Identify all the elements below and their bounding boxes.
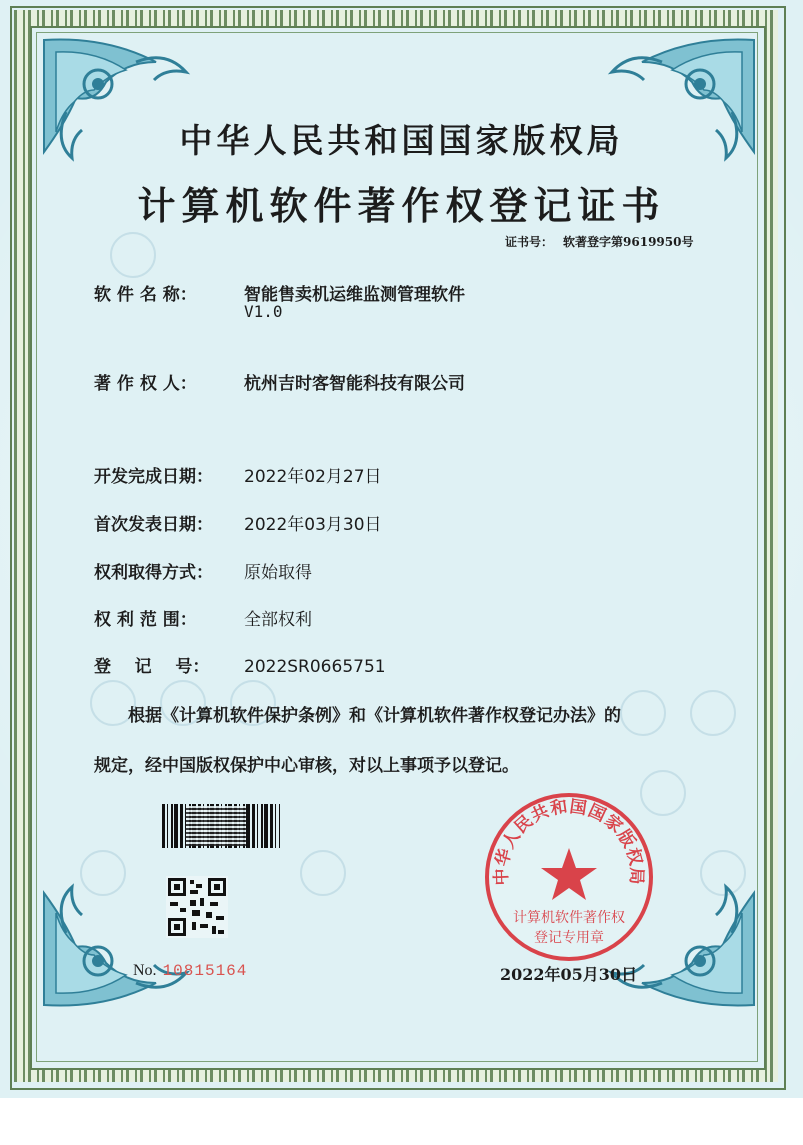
serial-number [133,962,247,980]
serial-label: No. [133,962,157,979]
field-label: 登 记 号： [94,657,210,677]
field-label: 权 利 范 围： [94,610,197,630]
watermark-icon [300,850,346,896]
field-label: 软 件 名 称： [94,285,197,305]
field-value: 2022年02月27日 [244,467,382,487]
field-value: 2022年03月30日 [244,515,382,535]
software-version: V1.0 [244,302,283,321]
field-completion-date [94,462,382,487]
certificate-number-value: 软著登字第9619950号 [563,235,694,249]
watermark-icon [620,690,666,736]
field-registration-number [94,652,386,677]
field-value: 2022SR0665751 [244,657,386,677]
field-value: 智能售卖机运维监测管理软件 [244,285,465,305]
field-publish-date [94,510,382,535]
field-value: 杭州吉时客智能科技有限公司 [244,374,465,394]
field-rights-scope [94,605,312,630]
official-seal [482,790,656,964]
field-value: 原始取得 [244,563,312,583]
field-copyright-owner [94,369,465,394]
statement-line-2: 规定，经中国版权保护中心审核，对以上事项予以登记。 [94,756,519,776]
certificate-number [505,233,693,250]
qr-code-icon [166,876,228,938]
field-value: 全部权利 [244,610,312,630]
seal-inner-text-1: 计算机软件著作权 [513,910,625,926]
watermark-icon [690,690,736,736]
field-label: 权利取得方式： [94,563,213,583]
barcode-icon [186,806,246,846]
issue-date: 2022年05月30日 [500,965,638,984]
serial-value: 10815164 [162,962,248,980]
field-label: 开发完成日期： [94,467,213,487]
certificate-number-label: 证书号： [505,235,554,249]
field-label: 首次发表日期： [94,515,213,535]
seal-outer-text: 中华人民共和国国家版权局 [491,796,647,886]
seal-inner-text-2: 登记专用章 [534,930,604,946]
certificate-title: 计算机软件著作权登记证书 [137,183,666,228]
field-acquisition-method [94,558,312,583]
field-label: 著 作 权 人： [94,374,197,394]
watermark-icon [110,232,156,278]
statement-line-1: 根据《计算机软件保护条例》和《计算机软件著作权登记办法》的 [128,706,621,726]
issuer-title: 中华人民共和国国家版权局 [179,121,624,160]
